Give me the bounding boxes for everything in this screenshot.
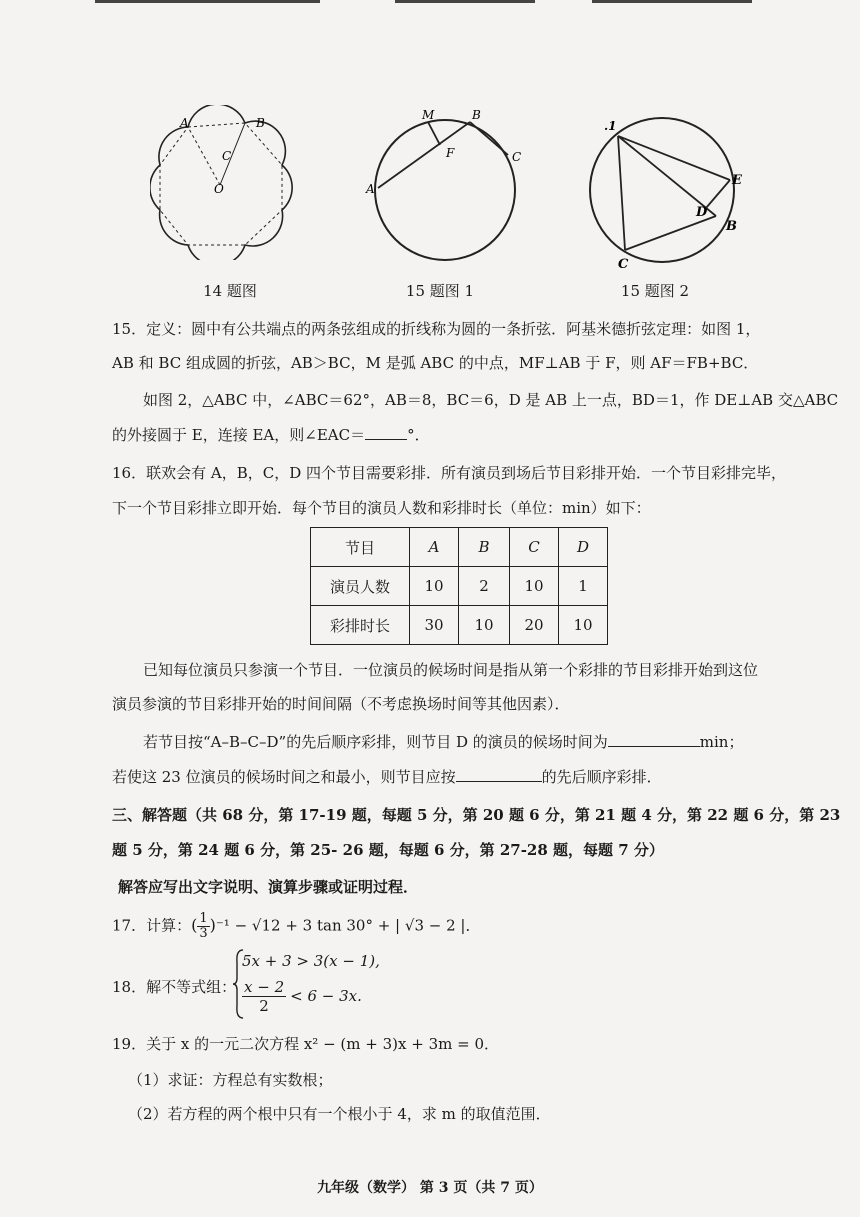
q19-part-2: （2）若方程的两个根中只有一个根小于 4，求 m 的取值范围． — [128, 1105, 551, 1123]
fig15-2-label-b: B — [726, 219, 737, 234]
q18-system — [242, 948, 380, 1018]
q16-answer-blank-2[interactable] — [456, 767, 542, 782]
table-cell: 10 — [510, 567, 559, 606]
section-3-heading: 三、解答题（共 68 分，第 17-19 题，每题 5 分，第 20 题 6 分，第 21 题 4 分，第 22 题 6 分，第 23 — [112, 806, 841, 824]
table-row — [311, 606, 608, 645]
table-cell: 30 — [410, 606, 459, 645]
q16-line-1: 16．联欢会有 A，B，C，D 四个节目需要彩排．所有演员到场后节目彩排开始．一个节目彩排完毕， — [112, 464, 786, 482]
q18-inequality-2-rest: < 6 − 3x. — [290, 987, 362, 1005]
fig15-1-label-a: A — [366, 182, 375, 196]
fig14-label-a: A — [180, 116, 189, 130]
table-cell: 彩排时长 — [311, 606, 410, 645]
fig15-2-label-c: C — [618, 257, 629, 272]
q18-inequality-1: 5x + 3 > 3(x − 1), — [242, 952, 380, 970]
q16-line-5 — [143, 731, 743, 752]
q17: 17．计算：( $\frac{1}{3}$ )⁻¹ − √12 + 3 tan 30° + | √3 − 2 |． — [112, 911, 481, 941]
q16-line-3: 已知每位演员只参演一个节目．一位演员的候场时间是指从第一个彩排的节目彩排开始到这位 — [143, 661, 759, 679]
figure-15-1 — [360, 105, 530, 265]
table-header-cell: B — [459, 528, 510, 567]
fig15-1-caption: 15 题图 1 — [405, 282, 475, 300]
q15-line-4-suffix: °． — [407, 426, 430, 444]
rehearsal-table — [310, 527, 608, 645]
table-header-cell: A — [410, 528, 459, 567]
q19-line-1: 19．关于 x 的一元二次方程 x² − (m + 3)x + 3m = 0． — [112, 1035, 499, 1053]
page-footer: 九年级（数学） 第 3 页（共 7 页） — [317, 1180, 543, 1196]
q16-answer-blank-1[interactable] — [608, 732, 700, 747]
q15-line-4-text: 的外接圆于 E，连接 EA，则∠EAC＝ — [112, 426, 366, 444]
table-row — [311, 528, 608, 567]
table-cell: 10 — [559, 606, 608, 645]
q16-line-6-text: 若使这 23 位演员的候场时间之和最小，则节目应按 — [112, 768, 456, 786]
q18-prefix: 18．解不等式组： — [112, 978, 237, 996]
fig15-2-label-e: E — [732, 173, 742, 188]
q17-frac-den: 3 — [199, 926, 208, 941]
q15-line-1: 15．定义：圆中有公共端点的两条弦组成的折线称为圆的一条折弦．阿基米德折弦定理：如图 1， — [112, 320, 761, 338]
fig14-label-c: C — [222, 149, 232, 163]
figure-15-2 — [580, 110, 755, 275]
table-row — [311, 567, 608, 606]
q16-line-6 — [112, 766, 662, 787]
q18-frac-den: 2 — [259, 996, 269, 1015]
fig15-2-label-d: D — [696, 205, 708, 220]
q19-part-1: （1）求证：方程总有实数根； — [128, 1071, 333, 1089]
fig15-1-label-m: M — [422, 108, 435, 122]
q16-line-5-suffix: min； — [699, 733, 744, 751]
table-cell: 10 — [459, 606, 510, 645]
q16-line-6-suffix: 的先后顺序彩排． — [541, 768, 662, 786]
q15-line-4 — [112, 424, 430, 445]
fig15-2-caption: 15 题图 2 — [620, 282, 690, 300]
fig14-caption: 14 题图 — [203, 282, 257, 300]
fig15-1-label-c: C — [512, 150, 522, 164]
table-header-cell: 节目 — [311, 528, 410, 567]
fig15-2-label-a: .1 — [604, 119, 617, 133]
section-3-instructions: 解答应写出文字说明、演算步骤或证明过程． — [118, 878, 419, 896]
q17-expression: ⁻¹ − √12 + 3 tan 30° + | √3 − 2 |． — [215, 916, 481, 935]
scan-edge-line — [395, 0, 535, 3]
q15-line-2: AB 和 BC 组成圆的折弦，AB＞BC，M 是弧 ABC 的中点，MF⊥AB 于 F，则 AF＝FB+BC． — [112, 354, 759, 372]
q15-answer-blank[interactable] — [365, 425, 407, 440]
table-cell: 10 — [410, 567, 459, 606]
section-3-heading-cont: 题 5 分，第 24 题 6 分，第 25- 26 题，每题 6 分，第 27-28 题，每题 7 分） — [112, 841, 664, 859]
q16-line-4: 演员参演的节目彩排开始的时间间隔（不考虑换场时间等其他因素）． — [112, 695, 570, 713]
scan-edge-line — [95, 0, 320, 3]
q18-frac-num: x − 2 — [244, 977, 285, 996]
table-cell: 2 — [459, 567, 510, 606]
scan-edge-line — [592, 0, 752, 3]
q16-line-5-text: 若节目按“A–B–C–D”的先后顺序彩排，则节目 D 的演员的候场时间为 — [143, 733, 608, 751]
fig14-label-o: O — [214, 182, 224, 196]
q15-line-3: 如图 2，△ABC 中，∠ABC＝62°，AB＝8，BC＝6，D 是 AB 上一点，BD＝1，作 DE⊥AB 交△ABC — [143, 391, 839, 409]
table-header-cell: D — [559, 528, 608, 567]
figure-14 — [150, 105, 310, 260]
fig15-1-label-f: F — [446, 146, 455, 160]
table-cell: 1 — [559, 567, 608, 606]
table-cell: 演员人数 — [311, 567, 410, 606]
q17-frac-num: 1 — [199, 911, 208, 926]
fig15-1-label-b: B — [472, 108, 481, 122]
q17-prefix: 17．计算： — [112, 916, 192, 935]
q16-line-2: 下一个节目彩排立即开始．每个节目的演员人数和彩排时长（单位：min）如下： — [112, 499, 651, 517]
fig14-label-b: B — [256, 116, 265, 130]
table-header-cell: C — [510, 528, 559, 567]
table-cell: 20 — [510, 606, 559, 645]
